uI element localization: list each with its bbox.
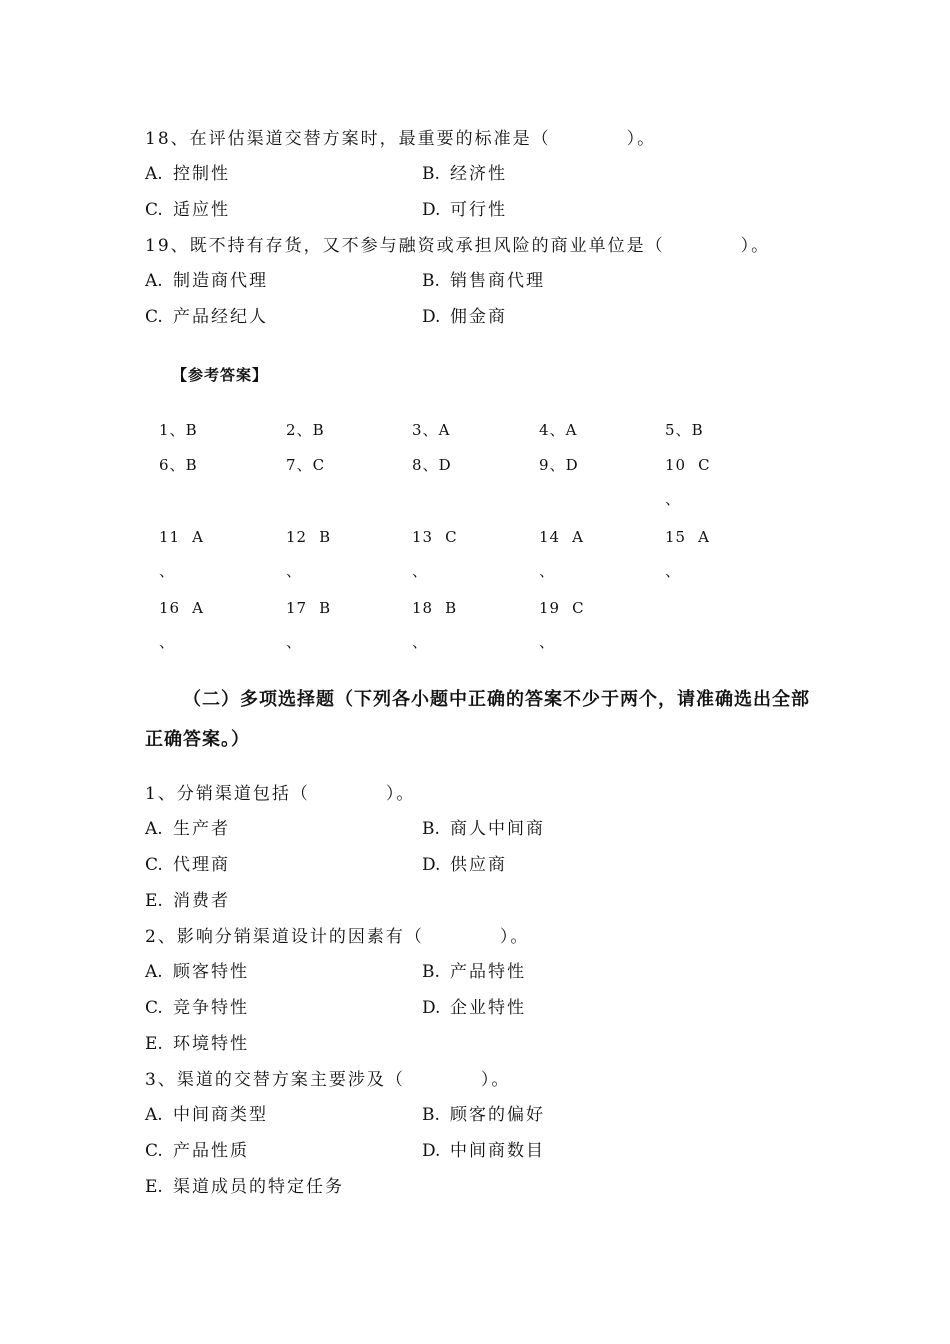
- q19-option-b: B. 销售商代理: [422, 271, 545, 291]
- answer-separator: 、: [422, 456, 439, 474]
- answer-letter: C: [698, 456, 711, 474]
- answer-item: [286, 598, 331, 618]
- answer-number: 3: [412, 421, 423, 439]
- answer-number: 1: [159, 421, 170, 439]
- answer-item: [159, 598, 204, 618]
- mq2-option-c: C. 竞争特性: [145, 998, 249, 1018]
- answer-separator: 、: [169, 421, 186, 439]
- answer-item: [412, 420, 450, 440]
- answer-number: 15: [665, 528, 687, 546]
- answer-letter: D: [565, 456, 579, 474]
- answer-separator: 、: [422, 421, 439, 439]
- mq1-option-d: D. 供应商: [422, 855, 507, 875]
- answer-letter: C: [312, 456, 326, 474]
- answer-number: 8: [412, 456, 423, 474]
- answer-number: 11: [159, 528, 181, 546]
- mq2-option-d: D. 企业特性: [422, 998, 526, 1018]
- answer-number: 16: [159, 599, 181, 617]
- q18-option-b: B. 经济性: [422, 164, 507, 184]
- answer-number: 4: [539, 421, 550, 439]
- answer-separator: 、: [539, 633, 555, 651]
- mq2-option-b: B. 产品特性: [422, 962, 526, 982]
- answer-item: [412, 455, 452, 475]
- answer-number: 12: [286, 528, 308, 546]
- answer-separator: 、: [412, 562, 428, 580]
- answer-letter: B: [312, 421, 325, 439]
- answer-number: 18: [412, 599, 434, 617]
- answer-separator: 、: [296, 456, 313, 474]
- mq1-option-e: E. 消费者: [145, 891, 230, 911]
- answer-item: [412, 527, 458, 547]
- multi-question-2-stem: 2、影响分销渠道设计的因素有（ ）。: [145, 927, 530, 947]
- answer-letter: A: [572, 528, 584, 546]
- answer-separator: 、: [159, 562, 175, 580]
- mq3-option-c: C. 产品性质: [145, 1141, 249, 1161]
- answer-item: [539, 598, 585, 618]
- answer-letter: C: [572, 599, 585, 617]
- answer-letter: B: [319, 599, 332, 617]
- answer-separator: 、: [286, 562, 302, 580]
- answer-item: [159, 420, 198, 440]
- answer-item: [665, 527, 710, 547]
- answer-item: [286, 455, 325, 475]
- answer-number: 7: [286, 456, 297, 474]
- answer-letter: D: [438, 456, 452, 474]
- answer-number: 5: [665, 421, 676, 439]
- q19-option-a: A. 制造商代理: [145, 271, 268, 291]
- answer-letter: B: [445, 599, 458, 617]
- answer-item: [286, 420, 325, 440]
- question-18-stem: 18、在评估渠道交替方案时，最重要的标准是（ ）。: [145, 129, 657, 149]
- answer-letter: A: [192, 528, 204, 546]
- answer-item: [539, 527, 584, 547]
- answer-item: [159, 527, 204, 547]
- q18-option-c: C. 适应性: [145, 200, 230, 220]
- answer-letter: B: [319, 528, 332, 546]
- answer-separator: 、: [286, 633, 302, 651]
- answer-item: [665, 420, 704, 440]
- answer-letter: A: [565, 421, 578, 439]
- answer-number: 2: [286, 421, 297, 439]
- answer-number: 19: [539, 599, 561, 617]
- answer-item: [286, 527, 331, 547]
- answer-letter: C: [445, 528, 458, 546]
- answer-number: 9: [539, 456, 550, 474]
- answer-separator: 、: [159, 633, 175, 651]
- mq1-option-a: A. 生产者: [145, 819, 230, 839]
- answer-letter: A: [438, 421, 451, 439]
- mq1-option-b: B. 商人中间商: [422, 819, 545, 839]
- answer-separator: 、: [296, 421, 313, 439]
- answer-letter: A: [192, 599, 204, 617]
- answer-number: 13: [412, 528, 434, 546]
- answer-number: 6: [159, 456, 170, 474]
- mq3-option-a: A. 中间商类型: [145, 1105, 268, 1125]
- multi-question-3-stem: 3、渠道的交替方案主要涉及（ ）。: [145, 1070, 511, 1090]
- answer-letter: B: [691, 421, 704, 439]
- section-heading: （二）多项选择题（下列各小题中正确的答案不少于两个，请准确选出全部正确答案。）: [145, 689, 810, 750]
- answer-letter: A: [698, 528, 710, 546]
- answer-item: [159, 455, 198, 475]
- answer-separator: 、: [665, 562, 681, 580]
- mq2-option-a: A. 顾客特性: [145, 962, 249, 982]
- q19-option-d: D. 佣金商: [422, 307, 507, 327]
- answer-separator: 、: [549, 456, 566, 474]
- answer-separator: 、: [169, 456, 186, 474]
- answer-item: [665, 455, 711, 475]
- answer-separator: 、: [549, 421, 566, 439]
- q18-option-a: A. 控制性: [145, 164, 230, 184]
- answer-letter: B: [185, 421, 198, 439]
- multi-question-1-stem: 1、分销渠道包括（ ）。: [145, 784, 416, 804]
- answer-separator: 、: [675, 421, 692, 439]
- answer-key-title: 【参考答案】: [172, 366, 269, 384]
- mq3-option-b: B. 顾客的偏好: [422, 1105, 545, 1125]
- answer-item: [412, 598, 457, 618]
- answer-separator: 、: [412, 633, 428, 651]
- mq3-option-d: D. 中间商数目: [422, 1141, 545, 1161]
- answer-item: [539, 455, 579, 475]
- mq3-option-e: E. 渠道成员的特定任务: [145, 1177, 344, 1197]
- answer-number: 17: [286, 599, 308, 617]
- answer-number: 14: [539, 528, 561, 546]
- q19-option-c: C. 产品经纪人: [145, 307, 268, 327]
- answer-item: [539, 420, 577, 440]
- question-19-stem: 19、既不持有存货，又不参与融资或承担风险的商业单位是（ ）。: [145, 236, 771, 256]
- answer-separator: 、: [539, 562, 555, 580]
- q18-option-d: D. 可行性: [422, 200, 507, 220]
- mq2-option-e: E. 环境特性: [145, 1034, 249, 1054]
- mq1-option-c: C. 代理商: [145, 855, 230, 875]
- answer-letter: B: [185, 456, 198, 474]
- answer-separator: 、: [665, 490, 681, 508]
- answer-number: 10: [665, 456, 687, 474]
